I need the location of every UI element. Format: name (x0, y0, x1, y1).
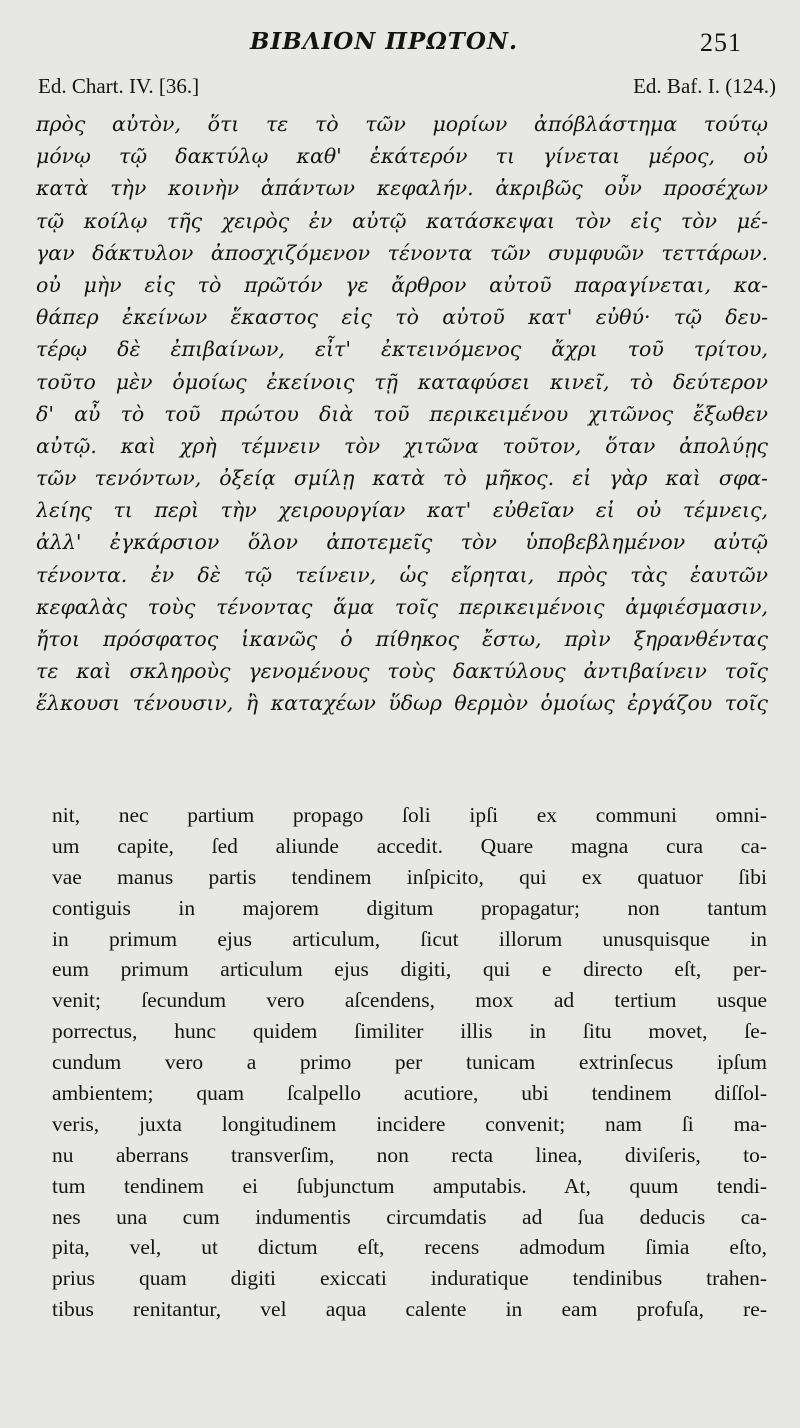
latin-text-line: contiguis in majorem digitum propagatur; non tantum (52, 895, 767, 920)
greek-text-line: πρὸς αὐτὸν, ὅτι τε τὸ τῶν μορίων ἀπόβλάστημα τούτῳ (36, 112, 768, 136)
edition-ref-basel: Ed. Baf. I. (124.) (633, 74, 776, 98)
greek-text-line: τῷ κοίλῳ τῆς χειρὸς ἐν αὐτῷ κατάσκεψαι τὸν εἰς τὸν μέ- (36, 208, 768, 233)
latin-text-line: venit; ſecundum vero aſcendens, mox ad tertium usque (52, 988, 767, 1013)
greek-text-block (36, 108, 768, 720)
latin-text-line: vae manus partis tendinem inſpicito, qui ex quatuor ſibi (52, 864, 767, 889)
greek-text-line: κεφαλὰς τοὺς τένοντας ἅμα τοῖς περικειμένοις ἀμφιέσμασιν, (36, 594, 768, 619)
latin-text-line: ambientem; quam ſcalpello acutiore, ubi tendinem diſſol- (52, 1081, 767, 1106)
greek-text-line: τένοντα. ἐν δὲ τῷ τείνειν, ὡς εἴρηται, πρὸς τὰς ἑαυτῶν (36, 562, 768, 587)
greek-text-line: γαν δάκτυλον ἀποσχιζόμενον τένοντα τῶν συμφυῶν τεττάρων. (36, 240, 768, 265)
greek-text-line: κατὰ τὴν κοινὴν ἁπάντων κεφαλήν. ἀκριβῶς οὖν προσέχων (36, 176, 768, 201)
greek-text-line: δ' αὖ τὸ τοῦ πρώτου διὰ τοῦ περικειμένου χιτῶνος ἔξωθεν (36, 401, 768, 426)
greek-text-line: ἕλκουσι τένουσιν, ἢ καταχέων ὕδωρ θερμὸν ὁμοίως ἐργάζου τοῖς (36, 691, 768, 716)
greek-text-line: θάπερ ἐκείνων ἕκαστος εἰς τὸ αὐτοῦ κατ' εὐθύ· τῷ δευ- (36, 305, 768, 330)
greek-text-line: αὐτῷ. καὶ χρὴ τέμνειν τὸν χιτῶνα τοῦτον, ὅταν ἀπολύῃς (36, 433, 768, 458)
edition-ref-chartier: Ed. Chart. IV. [36.] (38, 74, 200, 98)
greek-text-line: οὐ μὴν εἰς τὸ πρῶτόν γε ἄρθρον αὐτοῦ παραγίνεται, κα- (36, 272, 768, 297)
latin-text-line: prius quam digiti exiccati induratique tendinibus trahen- (52, 1266, 767, 1291)
latin-text-line: nit, nec partium propago ſoli ipſi ex communi omni- (52, 803, 767, 827)
latin-text-line: tum tendinem ei ſubjunctum amputabis. At, quum tendi- (52, 1173, 767, 1198)
greek-text-line: τῶν τενόντων, ὀξείᾳ σμίλῃ κατὰ τὸ μῆκος. εἰ γὰρ καὶ σφα- (36, 466, 768, 491)
latin-text-line: eum primum articulum ejus digiti, qui e directo eſt, per- (52, 957, 767, 982)
greek-text-line: ἀλλ' ἐγκάρσιον ὅλον ἀποτεμεῖς τὸν ὑποβεβλημένον αὐτῷ (36, 530, 768, 555)
greek-text-line: λείης τι περὶ τὴν χειρουργίαν κατ' εὐθεῖαν εἰ οὐ τέμνεις, (36, 498, 768, 523)
greek-text-line: τε καὶ σκληροὺς γενομένους τοὺς δακτύλους ἀντιβαίνειν τοῖς (36, 659, 768, 684)
greek-text-line: μόνῳ τῷ δακτύλῳ καθ' ἑκάτερόν τι γίνεται μέρος, οὐ (36, 144, 768, 169)
running-head (0, 28, 800, 64)
latin-text-line: veris, juxta longitudinem incidere convenit; nam ſi ma- (52, 1111, 767, 1136)
latin-text-line: porrectus, hunc quidem ſimiliter illis in ſitu movet, ſe- (52, 1019, 767, 1044)
greek-text-line: τοῦτο μὲν ὁμοίως ἐκείνοις τῇ καταφύσει κινεῖ, τὸ δεύτερον (36, 369, 768, 394)
page-number: 251 (700, 28, 742, 57)
latin-text-line: in primum ejus articulum, ſicut illorum unusquisque in (52, 926, 767, 951)
edition-references (38, 74, 776, 102)
latin-text-line: nu aberrans transverſim, non recta linea, diviſeris, to- (52, 1142, 767, 1167)
latin-text-line: tibus renitantur, vel aqua calente in eam profuſa, re- (52, 1297, 767, 1322)
latin-text-line: cundum vero a primo per tunicam extrinſecus ipſum (52, 1050, 767, 1075)
latin-text-block (52, 800, 767, 1325)
latin-text-line: nes una cum indumentis circumdatis ad ſua deducis ca- (52, 1204, 767, 1229)
greek-text-line: ἤτοι πρόσφατος ἱκανῶς ὁ πίθηκος ἔστω, πρὶν ξηρανθέντας (36, 627, 768, 651)
latin-text-line: pita, vel, ut dictum eſt, recens admodum ſimia eſto, (52, 1235, 767, 1260)
running-title: ΒΙΒΛΙΟΝ ΠΡΩΤΟΝ. (250, 28, 518, 55)
latin-text-line: um capite, ſed aliunde accedit. Quare magna cura ca- (52, 833, 767, 858)
greek-text-line: τέρῳ δὲ ἐπιβαίνων, εἶτ' ἐκτεινόμενος ἄχρι τοῦ τρίτου, (36, 337, 768, 362)
